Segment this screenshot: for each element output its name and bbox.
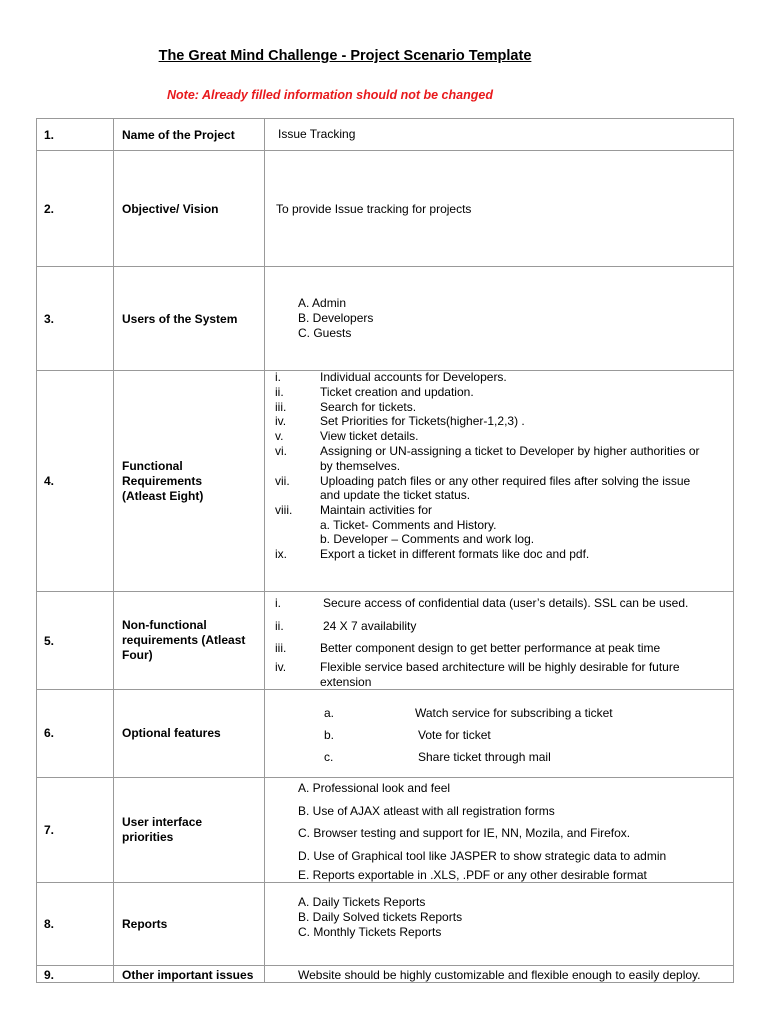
row-1-label: Name of the Project	[122, 128, 235, 142]
row-7-item: B. Use of AJAX atleast with all registration forms	[298, 804, 555, 818]
row-3-item: B. Developers	[298, 311, 374, 325]
list-item-text: Share ticket through mail	[418, 750, 551, 764]
list-marker: i.	[275, 370, 281, 384]
row-divider	[36, 266, 734, 267]
row-5-label-line: Non-functional	[122, 618, 207, 632]
list-marker: ii.	[275, 619, 284, 633]
list-item-text: Ticket creation and updation.	[320, 385, 474, 399]
row-4-label-line: Functional	[122, 459, 183, 473]
list-item-text: Search for tickets.	[320, 400, 417, 414]
row-5-label-line: Four)	[122, 648, 153, 662]
list-item-text: Assigning or UN-assigning a ticket to Developer by higher authorities or	[320, 444, 700, 458]
row-7-number: 7.	[44, 823, 55, 837]
list-item-text: Better component design to get better performance at peak time	[320, 641, 661, 655]
row-1-value: Issue Tracking	[278, 127, 356, 141]
list-item-text: Watch service for subscribing a ticket	[415, 706, 613, 720]
row-divider	[36, 150, 734, 151]
list-item-text: Flexible service based architecture will be highly desirable for future	[320, 660, 680, 674]
row-3-number: 3.	[44, 312, 55, 326]
table-border-top	[36, 118, 734, 119]
row-divider	[36, 591, 734, 592]
row-2-label: Objective/ Vision	[122, 202, 219, 216]
row-divider	[36, 777, 734, 778]
row-7-item: A. Professional look and feel	[298, 781, 451, 795]
list-item-text: by themselves.	[320, 459, 401, 473]
row-2-number: 2.	[44, 202, 55, 216]
list-item-text: Vote for ticket	[418, 728, 491, 742]
row-7-label-line: priorities	[122, 830, 174, 844]
list-item-text: Individual accounts for Developers.	[320, 370, 507, 384]
row-divider	[36, 689, 734, 690]
list-marker: iv.	[275, 660, 287, 674]
row-8-item: B. Daily Solved tickets Reports	[298, 910, 463, 924]
row-8-item: A. Daily Tickets Reports	[298, 895, 426, 909]
list-item-text: Uploading patch files or any other required files after solving the issue	[320, 474, 691, 488]
list-item-text: Set Priorities for Tickets(higher-1,2,3) .	[320, 414, 525, 428]
list-item-text: 24 X 7 availability	[323, 619, 417, 633]
row-1-number: 1.	[44, 128, 55, 142]
list-marker: b.	[324, 728, 335, 742]
column-divider	[264, 118, 265, 983]
list-item-text: Export a ticket in different formats like doc and pdf.	[320, 547, 590, 561]
list-item-text: Maintain activities for	[320, 503, 433, 517]
row-9-number: 9.	[44, 968, 55, 982]
row-divider	[36, 965, 734, 966]
list-item-text: and update the ticket status.	[320, 488, 471, 502]
list-marker: vii.	[275, 474, 290, 488]
list-marker: ii.	[275, 385, 284, 399]
row-9-label: Other important issues	[122, 968, 254, 982]
list-marker: c.	[324, 750, 334, 764]
row-3-item: C. Guests	[298, 326, 352, 340]
row-4-number: 4.	[44, 474, 55, 488]
table-border-left	[36, 118, 37, 983]
row-7-item: D. Use of Graphical tool like JASPER to show strategic data to admin	[298, 849, 667, 863]
row-8-item: C. Monthly Tickets Reports	[298, 925, 442, 939]
list-marker: viii.	[275, 503, 293, 517]
row-6-label: Optional features	[122, 726, 221, 740]
list-marker: a.	[324, 706, 335, 720]
list-item-text: View ticket details.	[320, 429, 419, 443]
row-5-number: 5.	[44, 634, 55, 648]
list-item-text: Secure access of confidential data (user’s details). SSL can be used.	[323, 596, 689, 610]
list-marker: iii.	[275, 641, 287, 655]
row-3-label: Users of the System	[122, 312, 238, 326]
row-2-value: To provide Issue tracking for projects	[276, 202, 472, 216]
row-3-item: A. Admin	[298, 296, 347, 310]
table-border-right	[733, 118, 734, 983]
row-9-value: Website should be highly customizable and flexible enough to easily deploy.	[298, 968, 701, 982]
list-item-text: extension	[320, 675, 372, 689]
list-item-text: b. Developer – Comments and work log.	[320, 532, 535, 546]
row-5-label-line: requirements (Atleast	[122, 633, 246, 647]
list-marker: i.	[275, 596, 281, 610]
list-marker: iv.	[275, 414, 287, 428]
row-6-number: 6.	[44, 726, 55, 740]
row-7-item: C. Browser testing and support for IE, NN, Mozila, and Firefox.	[298, 826, 631, 840]
list-marker: iii.	[275, 400, 287, 414]
list-marker: v.	[275, 429, 284, 443]
row-4-label-line: (Atleast Eight)	[122, 489, 204, 503]
column-divider	[113, 118, 114, 983]
note-text: Note: Already filled information should not be changed	[167, 88, 493, 102]
row-7-label-line: User interface	[122, 815, 203, 829]
list-item-text: a. Ticket- Comments and History.	[320, 518, 497, 532]
row-7-item: E. Reports exportable in .XLS, .PDF or any other desirable format	[298, 868, 647, 882]
list-marker: vi.	[275, 444, 287, 458]
scenario-table	[36, 118, 734, 983]
document-title: The Great Mind Challenge - Project Scenario Template	[158, 48, 532, 64]
row-8-number: 8.	[44, 917, 55, 931]
row-4-label-line: Requirements	[122, 474, 203, 488]
list-marker: ix.	[275, 547, 287, 561]
row-8-label: Reports	[122, 917, 168, 931]
